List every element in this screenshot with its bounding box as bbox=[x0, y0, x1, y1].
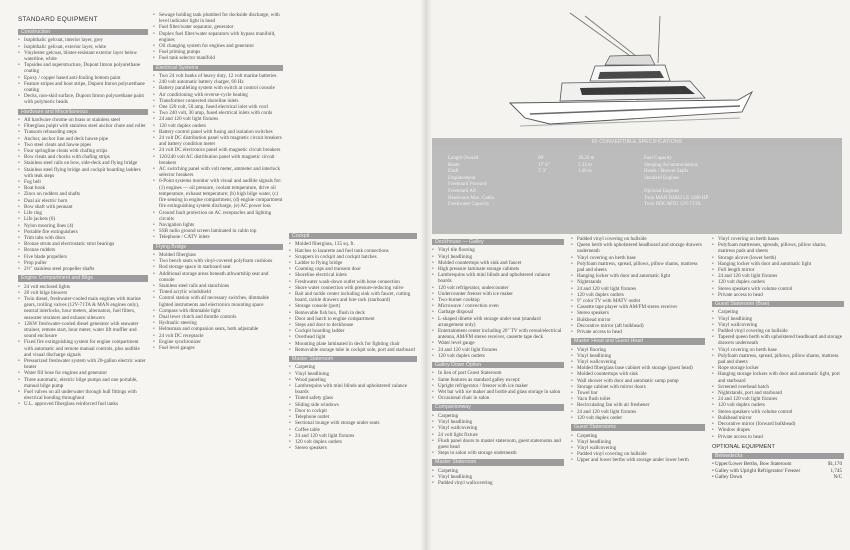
list-item: • Vinyl covering on berth bases bbox=[712, 236, 844, 242]
list-item: • Mounting plate laminated in deck for fighting chair bbox=[289, 341, 417, 347]
list-item: • Padded vinyl covering on hullside bbox=[571, 236, 705, 242]
list-item: • In lieu of port Guest Stateroom bbox=[432, 370, 564, 376]
bridge-windshield bbox=[598, 71, 664, 79]
list-item: • Fuel priming pumps bbox=[153, 49, 283, 55]
list-item: • Fiberglass pulpit with stainless steel anchor chute and roller bbox=[18, 123, 148, 129]
list-item: • 24 and 120 volt light fixtures bbox=[153, 116, 283, 122]
column-2 bbox=[153, 12, 283, 546]
list-item: • Fuel valves on all underwater through hull fittings with electrical bonding throughout bbox=[18, 389, 148, 401]
spec-row bbox=[448, 196, 628, 203]
list-item: • AC switching panel with volt meter, ammeter and interlock selector breakers bbox=[153, 166, 283, 178]
list-item: • Vinyl headlining bbox=[571, 353, 705, 359]
list-item: • 24 and 120 volt light fixtures bbox=[289, 433, 417, 439]
list-item: • Helmsman and companion seats, both adjustable bbox=[153, 326, 283, 332]
list-item: • Transom reboarding steps bbox=[18, 129, 148, 135]
option-row bbox=[712, 474, 844, 480]
yacht-illustration bbox=[490, 8, 770, 138]
list-item: • Vinyl headlining bbox=[432, 254, 564, 260]
list-item: • 24 volt light fixture bbox=[432, 432, 564, 438]
list-item: • Molded countertops with sink bbox=[571, 371, 705, 377]
list-item: • Private access to head bbox=[571, 329, 705, 335]
spec-panel bbox=[432, 146, 842, 234]
spec-v1 bbox=[538, 196, 578, 203]
list-item: • Freshwater wash-down outlet with hose connection bbox=[289, 279, 417, 285]
tower-top bbox=[605, 55, 655, 65]
list-item: • Same features as standard galley except: bbox=[432, 377, 564, 383]
list-item: • Fuel tank selector manifold bbox=[153, 55, 283, 61]
list-item: • 120 volt duplex outlets bbox=[712, 402, 844, 408]
list-item: • Two-burner cooktop bbox=[432, 297, 564, 303]
list-item: • Door and hatch to engine compartment bbox=[289, 316, 417, 322]
section-list bbox=[432, 468, 564, 487]
list-item: • Coaming caps and transom door bbox=[289, 266, 417, 272]
list-item: • Fuel filter/water separator, generator bbox=[153, 24, 283, 30]
spec-row bbox=[448, 156, 628, 163]
spec-v2: 1.60 m bbox=[578, 169, 592, 175]
list-item: • Vinyl flooring bbox=[571, 347, 705, 353]
spec-row: Standard Engines bbox=[644, 175, 680, 181]
list-item: • Vinyl covering on berth base bbox=[571, 255, 705, 261]
page-gutter bbox=[420, 0, 432, 550]
spec-v2 bbox=[578, 196, 618, 203]
list-item: • Feature stripes and boot stripe, Dupont Imron polyurethane coating bbox=[18, 81, 148, 93]
list-item: • Tinted safety glass bbox=[289, 395, 417, 401]
spec-table-left bbox=[448, 156, 628, 209]
section-header: Companionway bbox=[432, 404, 564, 410]
section-header: Engine Compartment and Bilge bbox=[18, 275, 148, 281]
list-item: • Trim tabs with discs bbox=[18, 235, 148, 241]
spec-label: Headroom Max. Cabin bbox=[448, 195, 494, 201]
option-price: $1,170 bbox=[827, 461, 842, 468]
list-item: • Air conditioning with reverse-cycle heating bbox=[153, 92, 283, 98]
list-item: • Nylon mooring lines (4) bbox=[18, 223, 148, 229]
section-header: Galley Down Option bbox=[432, 362, 564, 368]
spec-label: Length Overall bbox=[448, 156, 479, 161]
column-4 bbox=[432, 236, 564, 546]
section-header: Deckhouse — Galley bbox=[432, 239, 564, 245]
spec-label: Beam bbox=[448, 162, 460, 168]
list-item: • Storage console (port) bbox=[289, 303, 417, 309]
list-item: • 24 and 120 volt light fixtures bbox=[712, 396, 844, 402]
optional-rows bbox=[712, 461, 844, 480]
list-item: • All hardware chrome on brass or stainless steel bbox=[18, 117, 148, 123]
list-item: • Coffee table bbox=[289, 427, 417, 433]
list-item: • Molded fiberglass bbox=[153, 252, 283, 258]
list-item: • Steps to salon with storage underneath bbox=[432, 450, 564, 456]
list-item: • Sectional lounge with storage under seats bbox=[289, 420, 417, 426]
spec-row bbox=[448, 182, 628, 189]
list-item: • Occasional chair in salon bbox=[432, 395, 564, 401]
list-item: • Hydraulic steering bbox=[153, 320, 283, 326]
list-item: • 24 volt DC receptacle bbox=[153, 333, 283, 339]
section-list bbox=[432, 247, 564, 359]
option-label: • Upper/Lower Berths, Bow Stateroom bbox=[712, 461, 792, 468]
list-item: • Battery control panel with fusing and isolation switches bbox=[153, 129, 283, 135]
list-item: • Sliding side windows bbox=[289, 402, 417, 408]
list-item: • Isophthalic gelcoat, interior layer, grey bbox=[18, 37, 148, 43]
list-item: • 24 volt DC distribution panel with magnetic circuit breakers and battery condition meter bbox=[153, 135, 283, 147]
list-item: • Dual air electric horn bbox=[18, 198, 148, 204]
list-item: • Stainless steel rails on bow, side-deck and flying bridge bbox=[18, 160, 148, 166]
list-item: • Bronze rudders bbox=[18, 247, 148, 253]
list-item: • Entertainment center including 20" TV with cereal/electrical antenna, AM/FM stereo receiver, cassette tape deck bbox=[432, 328, 564, 340]
spec-label: Freeboard Forward bbox=[448, 182, 487, 188]
list-item: • Vinyl wallcovering bbox=[571, 445, 705, 451]
list-item: • Pressurized freshwater system with 20-gallon electric water heater bbox=[18, 358, 148, 370]
list-item: • Wood paneling bbox=[289, 377, 417, 383]
list-item: • 120 volt duplex outlets bbox=[432, 353, 564, 359]
list-item: • 120 volt duplex outlets bbox=[571, 292, 705, 298]
list-item: • Nightstands bbox=[571, 279, 705, 285]
spec-row bbox=[448, 163, 628, 170]
spec-v1: 17' 6" bbox=[538, 162, 550, 168]
list-item: • Queen berth with upholstered headboard and storage drawers underneath bbox=[571, 242, 705, 254]
list-item: • Polyfoam mattresses, spreads, pillows, pillow shams, mattress pads and sheets bbox=[712, 242, 844, 254]
section-list bbox=[18, 284, 148, 408]
list-item: • Upright refrigerator / freezer with ice maker bbox=[432, 383, 564, 389]
section-list bbox=[289, 364, 417, 451]
section-header: Cockpit bbox=[289, 233, 417, 239]
list-item: • Carpeting bbox=[432, 413, 564, 419]
spec-row bbox=[448, 176, 628, 183]
list-item: • Carpeting bbox=[432, 468, 564, 474]
list-item: • Vinyl wallcovering bbox=[712, 322, 844, 328]
list-item: • Shore water connection with pressure-reducing valve bbox=[289, 285, 417, 291]
list-item: • 24 and 120 volt light fixtures bbox=[571, 409, 705, 415]
spec-v1 bbox=[538, 189, 578, 196]
list-item: • Decorative mirror (aft bulkhead) bbox=[571, 323, 705, 329]
list-item: • Stainless steel rails and stanchions bbox=[153, 283, 283, 289]
section-header: Flying Bridge bbox=[153, 244, 283, 250]
list-item: • 120 volt duplex outlets bbox=[712, 279, 844, 285]
spec-table-right bbox=[644, 156, 834, 209]
column-5 bbox=[571, 236, 705, 546]
option-label: • Galley with Upright Refrigerator/ Freezer bbox=[712, 467, 801, 474]
list-item: • Hanging locker with door and automatic light bbox=[712, 261, 844, 267]
list-item: • Steps and door to deckhouse bbox=[289, 322, 417, 328]
list-item: • Rod storage space in starboard seat bbox=[153, 264, 283, 270]
section-list bbox=[571, 433, 705, 464]
section-list bbox=[432, 370, 564, 401]
list-item: • Isophthalic gelcoat, exterior layer, white bbox=[18, 44, 148, 50]
list-item: • Carpeting bbox=[571, 433, 705, 439]
list-item: • Bait and tackle center including sink with faucet, cutting board, tackle drawers and lure rack (starboard) bbox=[289, 291, 417, 303]
list-item: • Stereo speakers with volume control bbox=[712, 409, 844, 415]
section-list bbox=[18, 117, 148, 272]
list-item: • Battery paralleling system with switch at control console bbox=[153, 85, 283, 91]
list-item: • Polyfoam mattress, spread, pillows, pillow shams, mattress pad and sheets bbox=[571, 261, 705, 273]
section-list bbox=[18, 37, 148, 105]
list-item: • 28 volt bilge blowers bbox=[18, 290, 148, 296]
list-item: • 120 volt duplex outlets bbox=[289, 439, 417, 445]
section-list bbox=[153, 73, 283, 240]
option-label: • Galley Down bbox=[712, 473, 743, 480]
list-item: • Telephone outlet bbox=[289, 414, 417, 420]
spec-v2 bbox=[578, 189, 618, 196]
spec-v1: 5' 3" bbox=[538, 169, 548, 175]
list-item: • Bow shaft with pennant bbox=[18, 204, 148, 210]
list-item: • Bronze struts and electrostatic strut bearings bbox=[18, 241, 148, 247]
spec-v1: 60' bbox=[538, 156, 544, 161]
list-item: • 6-Point systems monitor with visual and audible signals for: (1) engines — oil pressure, coolant temperature, drive oil temperature, exhaust temperature; (b) high bilge water, (c) fire sensing in engine compartment, (d) engine compartment fire extinguishing system discharge, (e) AC power loss bbox=[153, 178, 283, 209]
list-item: • 9" color TV with MATV outlet bbox=[571, 298, 705, 304]
list-item: • Additional storage areas beneath athwartship seat and console bbox=[153, 271, 283, 283]
list-item: • Two 24 volt banks of heavy duty, 12 volt marine batteries bbox=[153, 73, 283, 79]
list-item: • Cassette tape player with AM/FM stereo receiver bbox=[571, 304, 705, 310]
spec-v2: 18.29 m bbox=[578, 156, 595, 161]
list-item: • Boat hook bbox=[18, 185, 148, 191]
list-item: • Topsides and superstructure, Dupont Imron polyurethane coating bbox=[18, 62, 148, 74]
column-1 bbox=[18, 26, 148, 546]
spec-row bbox=[644, 182, 834, 189]
page-title: STANDARD EQUIPMENT bbox=[18, 16, 98, 23]
list-item: • Lambrequins with mini blinds and upholstered valance boards bbox=[432, 272, 564, 284]
list-item: • 240 volt automatic battery charger, 60 Hz bbox=[153, 79, 283, 85]
list-item: • 24 and 120 volt light fixtures bbox=[712, 273, 844, 279]
list-item: • 12KW freshwater-cooled diesel generator with seawater strainer, remote start, hour meter, water lift muffler and sound enclosure bbox=[18, 321, 148, 340]
list-item: • Dual lever clutch and throttle controls bbox=[153, 314, 283, 320]
section-list bbox=[571, 236, 705, 335]
list-item: • Undercounter freezer with ice maker bbox=[432, 291, 564, 297]
list-item: • Removable fish box, flush in deck bbox=[289, 310, 417, 316]
section-list bbox=[289, 241, 417, 353]
list-item: • High pressure laminate storage cabinets bbox=[432, 266, 564, 272]
spec-label: Freshwater Capacity bbox=[448, 202, 490, 208]
list-item: • Stainless steel flying bridge and cockpit boarding ladders with teak steps bbox=[18, 167, 148, 179]
column-6 bbox=[712, 236, 844, 546]
list-item: • Vacu flush toilet bbox=[571, 396, 705, 402]
list-item: • Two 240 volt, 30 amp, fused electrical inlets with cords bbox=[153, 110, 283, 116]
spec-v2 bbox=[578, 202, 618, 209]
list-item: • Control station with all necessary switches, dimmable lighted instruments and electronics mounting space bbox=[153, 295, 283, 307]
list-item: • Bulkhead mirror bbox=[712, 415, 844, 421]
list-item: • Carpeting bbox=[712, 309, 844, 315]
list-item: • Wall shower with door and automatic sump pump bbox=[571, 378, 705, 384]
list-item: • Vinyl tile flooring bbox=[432, 247, 564, 253]
list-item: • Door to cockpit bbox=[289, 408, 417, 414]
list-item: • Storage cabinet with mirror doors bbox=[571, 384, 705, 390]
list-item: • Water fill hose for engines and generator bbox=[18, 370, 148, 376]
list-item: • Two steel cleats and hawse pipes bbox=[18, 142, 148, 148]
list-item: • Vinyl wallcovering bbox=[432, 425, 564, 431]
list-item: • Hanging storage lockers with door and automatic light, port and starboard bbox=[712, 371, 844, 383]
spec-row: Fuel Capacity bbox=[644, 156, 672, 161]
section-header: Guest Staterooms bbox=[571, 424, 705, 430]
list-item: • Hatches to lazarette and fuel tank connections bbox=[289, 248, 417, 254]
list-item: • Bulkhead mirror bbox=[571, 317, 705, 323]
list-item: • Decorative mirror (forward bulkhead) bbox=[712, 421, 844, 427]
list-item: • 120 volt refrigerator, undercounter bbox=[432, 285, 564, 291]
section-header: Master Stateroom bbox=[289, 356, 417, 362]
list-item: • Fuel level gauges bbox=[153, 345, 283, 351]
spec-title: 60 CONVERTIBLE SPECIFICATIONS bbox=[591, 139, 683, 145]
list-item: • Wet bar with ice maker and bottle and glass storage in salon bbox=[432, 389, 564, 395]
list-item: • Polyfoam mattress, spread, pillows, pillow shams, mattress pad and sheets bbox=[712, 353, 844, 365]
list-item: • Molded countertops with sink and faucet bbox=[432, 260, 564, 266]
section-list bbox=[571, 347, 705, 421]
list-item: • Hanging locker with door and automatic light bbox=[571, 273, 705, 279]
spec-row: Twin MAN D2842 LE 1400 HP bbox=[644, 195, 709, 201]
list-item: • Nightstands, port and starboard bbox=[712, 390, 844, 396]
list-item: • Navigation lights bbox=[153, 222, 283, 228]
list-item: • Storage alcove (lower berth) bbox=[712, 255, 844, 261]
list-item: • Microwave / convection oven bbox=[432, 303, 564, 309]
section-list bbox=[153, 12, 283, 62]
antenna-mast bbox=[658, 16, 660, 63]
list-item: • Stereo speakers with volume control bbox=[712, 286, 844, 292]
list-item: • Bow cleats and chocks with chafing strips bbox=[18, 154, 148, 160]
list-item: • Padded vinyl covering on hullside bbox=[712, 328, 844, 334]
list-item: • Two bench seats with vinyl-covered polyfoam cushions bbox=[153, 258, 283, 264]
list-item: • 120 volt duplex outlet bbox=[571, 415, 705, 421]
list-item: • Window drapes bbox=[712, 427, 844, 433]
section-header: Electrical Systems bbox=[153, 65, 283, 71]
list-item: • 120/240 volt AC distribution panel with magnetic circuit breakers bbox=[153, 154, 283, 166]
list-item: • 24 volt DC electronics panel with magnetic circuit breakers bbox=[153, 147, 283, 153]
list-item: • Engine synchronizer bbox=[153, 339, 283, 345]
list-item: • Vinyl headlining bbox=[432, 419, 564, 425]
spec-v2: 5.33 m bbox=[578, 162, 592, 168]
list-item: • Prop puller bbox=[18, 260, 148, 266]
section-header: Master Stateroom bbox=[432, 459, 564, 465]
spec-v2 bbox=[578, 182, 618, 189]
spec-label: Displacement bbox=[448, 175, 476, 181]
list-item: • SSB radio ground screen laminated in cabin top bbox=[153, 228, 283, 234]
section-list bbox=[153, 252, 283, 351]
list-item: • Cockpit boarding ladder bbox=[289, 328, 417, 334]
list-item: • Fog bell bbox=[18, 179, 148, 185]
list-item: • Padded vinyl covering on hullside bbox=[571, 451, 705, 457]
list-item: • Overhead light bbox=[289, 334, 417, 340]
list-item: • Duplex fuel filter/water separators with bypass manifold, engines bbox=[153, 31, 283, 43]
spec-row: Twin DDC/MTU 12V-71TA bbox=[644, 202, 701, 208]
list-item: • Removable storage tube in cockpit sole, port and starboard bbox=[289, 347, 417, 353]
spec-label: Freeboard Aft bbox=[448, 188, 476, 194]
list-item: • Stereo speakers bbox=[571, 310, 705, 316]
section-list bbox=[712, 236, 844, 298]
list-item: • Garbage disposal bbox=[432, 309, 564, 315]
list-item: • Private access to head bbox=[712, 434, 844, 440]
list-item: • Scuppers in cockpit and cockpit hatches bbox=[289, 254, 417, 260]
list-item: • Molded fiberglass, 135 sq. ft. bbox=[289, 241, 417, 247]
list-item: • Zincs on rudders and shafts bbox=[18, 191, 148, 197]
section-list bbox=[432, 413, 564, 456]
column-6-list bbox=[712, 236, 844, 440]
yacht-drawing bbox=[490, 8, 770, 138]
list-item: • Sewage holding tank plumbed for dockside discharge, with level indicator light in head bbox=[153, 12, 283, 24]
spec-label: Draft bbox=[448, 169, 459, 175]
list-item: • Screened overhead hatch bbox=[712, 384, 844, 390]
spec-row bbox=[448, 189, 628, 196]
list-item: • U.L. approved fiberglass reinforced fuel tanks bbox=[18, 401, 148, 407]
list-item: • Vinyl covering on berth base bbox=[712, 347, 844, 353]
spec-v2 bbox=[578, 176, 618, 183]
spec-v1 bbox=[538, 202, 578, 209]
list-item: • Rope storage locker bbox=[712, 365, 844, 371]
list-item: • Vinyl headlining bbox=[289, 371, 417, 377]
optional-header: Belowdecks bbox=[712, 453, 844, 459]
list-item: • Twin diesel, freshwater-cooled main engines with marine gears, trolling valves (12V-71TA & MAN engines only), neutral interlocks, hour meters, alternators, fuel filters, seawater strainers and exhaust silencers bbox=[18, 296, 148, 321]
list-item: • Vinyl headlining bbox=[571, 439, 705, 445]
list-item: • 24 volt enclosed lights bbox=[18, 284, 148, 290]
list-item: • Vinyl wallcovering bbox=[571, 359, 705, 365]
list-item: • Telephone / CATV inlets bbox=[153, 234, 283, 240]
list-item: • Carpeting bbox=[289, 364, 417, 370]
list-item: • Private access to head bbox=[712, 292, 844, 298]
list-item: • Tinted acrylic windshield bbox=[153, 289, 283, 295]
list-item: • Life ring bbox=[18, 210, 148, 216]
list-item: • Portable fire extinguishers bbox=[18, 229, 148, 235]
list-item: • Life jackets (6) bbox=[18, 216, 148, 222]
list-item: • L-shaped dinette with storage under seat (standard arrangement only) bbox=[432, 316, 564, 328]
list-item: • One 120 volt, 50 amp, fused electrical inlet with cord bbox=[153, 104, 283, 110]
list-item: • Transformer connected shoreline inlets bbox=[153, 98, 283, 104]
list-item: • Decks, non-skid surface, Dupont Imron polyurethane paint with polymeric beads bbox=[18, 93, 148, 105]
list-item: • Shoreline electrical inlets bbox=[289, 272, 417, 278]
list-item: • Flush panel doors to master stateroom, guest staterooms and guest head bbox=[432, 438, 564, 450]
list-item: • Anchor, anchor line and deck hawse pipe bbox=[18, 136, 148, 142]
option-price: N/C bbox=[833, 473, 842, 480]
list-item: • Five blade propellers bbox=[18, 254, 148, 260]
spec-v1 bbox=[538, 182, 578, 189]
section-header: Construction bbox=[18, 29, 148, 35]
section-header: Master Head and Guest Head bbox=[571, 338, 705, 344]
option-price: 1,745 bbox=[830, 467, 842, 474]
list-item: • Water level gauge bbox=[432, 340, 564, 346]
list-item: • Ground fault protection on AC receptacles and lighting circuits bbox=[153, 210, 283, 222]
optional-title: OPTIONAL EQUIPMENT bbox=[712, 443, 775, 450]
list-item: • Epoxy / copper based anti-fouling bottom paint bbox=[18, 75, 148, 81]
list-item: • Compass with dimmable light bbox=[153, 308, 283, 314]
section-header: Hardware and Miscellaneous bbox=[18, 109, 148, 115]
list-item: • Stereo speakers bbox=[289, 445, 417, 451]
list-item: • Tapered queen berth with upholstered headboard and storage drawers underneath bbox=[712, 334, 844, 346]
list-item: • Vinyl headlining bbox=[712, 316, 844, 322]
list-item: • Recirculating fan with air freshener bbox=[571, 402, 705, 408]
list-item: • Four springline cleats with chafing strips bbox=[18, 148, 148, 154]
spec-row bbox=[448, 202, 628, 209]
list-item: • Three automatic, electric bilge pumps and one portable, manual bilge pump bbox=[18, 377, 148, 389]
list-item: • 2½" stainless steel propeller shafts bbox=[18, 266, 148, 272]
list-item: • Oil changing system for engines and generator bbox=[153, 43, 283, 49]
section-header: Guest Stateroom (Bow) bbox=[712, 301, 844, 307]
list-item: • Towel bar bbox=[571, 390, 705, 396]
spec-row bbox=[448, 169, 628, 176]
list-item: • Vinylester gelcoat, blister-resistant exterior layer below waterline, white bbox=[18, 50, 148, 62]
column-3 bbox=[289, 230, 417, 546]
list-item: • Lambrequins with mini blinds and upholstered valance boards bbox=[289, 383, 417, 395]
list-item: • 24 and 120 volt light fixtures bbox=[432, 347, 564, 353]
list-item: • Full length mirror bbox=[712, 267, 844, 273]
list-item: • Ladder to flying bridge bbox=[289, 260, 417, 266]
spec-row: Optional Engines bbox=[644, 188, 679, 194]
spec-row: Heads / Shower Stalls bbox=[644, 169, 689, 175]
list-item: • Fixed fire extinguishing system for engine compartment with automatic and remote manual controls, plus audible and visual discharge signals bbox=[18, 339, 148, 358]
list-item: • Vinyl headlining bbox=[432, 474, 564, 480]
list-item: • 24 and 120 volt light fixtures bbox=[571, 286, 705, 292]
spec-v1 bbox=[538, 176, 578, 183]
list-item: • Upper and lower berths with storage under lower berth bbox=[571, 457, 705, 463]
list-item: • Padded vinyl wallcovering bbox=[432, 480, 564, 486]
section-list bbox=[712, 309, 844, 439]
list-item: • Molded fiberglass base cabinet with storage (guest head) bbox=[571, 365, 705, 371]
spec-row: Sleeping Accommodations bbox=[644, 162, 698, 168]
list-item: • 120 volt duplex outlets bbox=[153, 123, 283, 129]
